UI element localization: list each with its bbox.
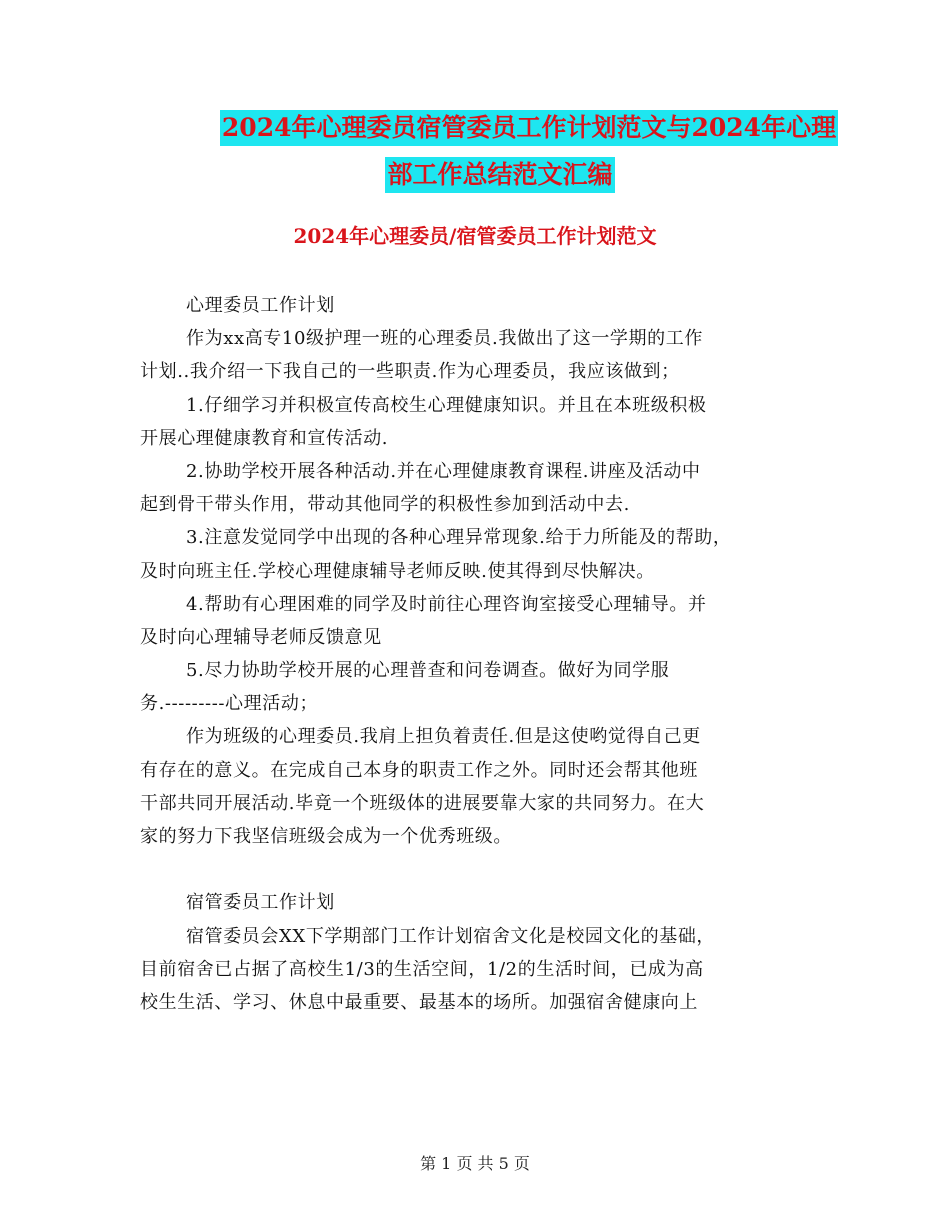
text-line: 及时向班主任.学校心理健康辅导老师反映.使其得到尽快解决。 bbox=[140, 560, 655, 582]
text-line: 开展心理健康教育和宣传活动. bbox=[140, 427, 389, 449]
text-line: 起到骨干带头作用，带动其他同学的积极性参加到活动中去. bbox=[140, 494, 630, 516]
section-heading: 2024年心理委员/宿管委员工作计划范文 bbox=[293, 224, 657, 248]
text-line: 1.仔细学习并积极宣传高校生心理健康知识。并且在本班级积极 bbox=[186, 394, 707, 416]
text-line: 4.帮助有心理困难的同学及时前往心理咨询室接受心理辅导。并 bbox=[186, 593, 707, 615]
page-footer: 第 1 页 共 5 页 bbox=[420, 1154, 530, 1173]
text-line: 有存在的意义。在完成自己本身的职责工作之外。同时还会帮其他班 bbox=[140, 759, 698, 781]
blank-line bbox=[140, 853, 820, 886]
text-line: 及时向心理辅导老师反馈意见 bbox=[140, 626, 382, 648]
text-line: 心理委员工作计划 bbox=[186, 295, 335, 316]
text-line: 务.---------心理活动； bbox=[140, 693, 319, 715]
text-line: 干部共同开展活动.毕竟一个班级体的进展要靠大家的共同努力。在大 bbox=[140, 792, 705, 814]
title-line-2: 部工作总结范文汇编 bbox=[385, 157, 614, 193]
text-line: 作为xx高专10级护理一班的心理委员.我做出了这一学期的工作 bbox=[186, 328, 703, 350]
text-line: 计划..我介绍一下我自己的一些职责.作为心理委员，我应该做到； bbox=[140, 361, 680, 383]
text-line: 3.注意发觉同学中出现的各种心理异常现象.给于力所能及的帮助， bbox=[186, 527, 732, 549]
text-line: 宿管委员会XX下学期部门工作计划宿舍文化是校园文化的基础， bbox=[186, 925, 716, 947]
title-line-1: 2024年心理委员宿管委员工作计划范文与2024年心理 bbox=[220, 110, 838, 146]
text-line: 作为班级的心理委员.我肩上担负着责任.但是这使哟觉得自己更 bbox=[186, 726, 701, 748]
text-line: 家的努力下我坚信班级会成为一个优秀班级。 bbox=[140, 826, 512, 847]
text-line: 宿管委员工作计划 bbox=[186, 892, 335, 914]
text-line: 目前宿舍已占据了高校生1/3的生活空间，1/2的生活时间，已成为高 bbox=[140, 958, 704, 980]
body-text bbox=[140, 289, 820, 1019]
text-line: 校生生活、学习、休息中最重要、最基本的场所。加强宿舍健康向上 bbox=[140, 991, 698, 1013]
text-line: 2.协助学校开展各种活动.并在心理健康教育课程.讲座及活动中 bbox=[186, 460, 701, 482]
text-line: 5.尽力协助学校开展的心理普查和问卷调查。做好为同学服 bbox=[186, 660, 670, 682]
document-title bbox=[130, 110, 870, 193]
